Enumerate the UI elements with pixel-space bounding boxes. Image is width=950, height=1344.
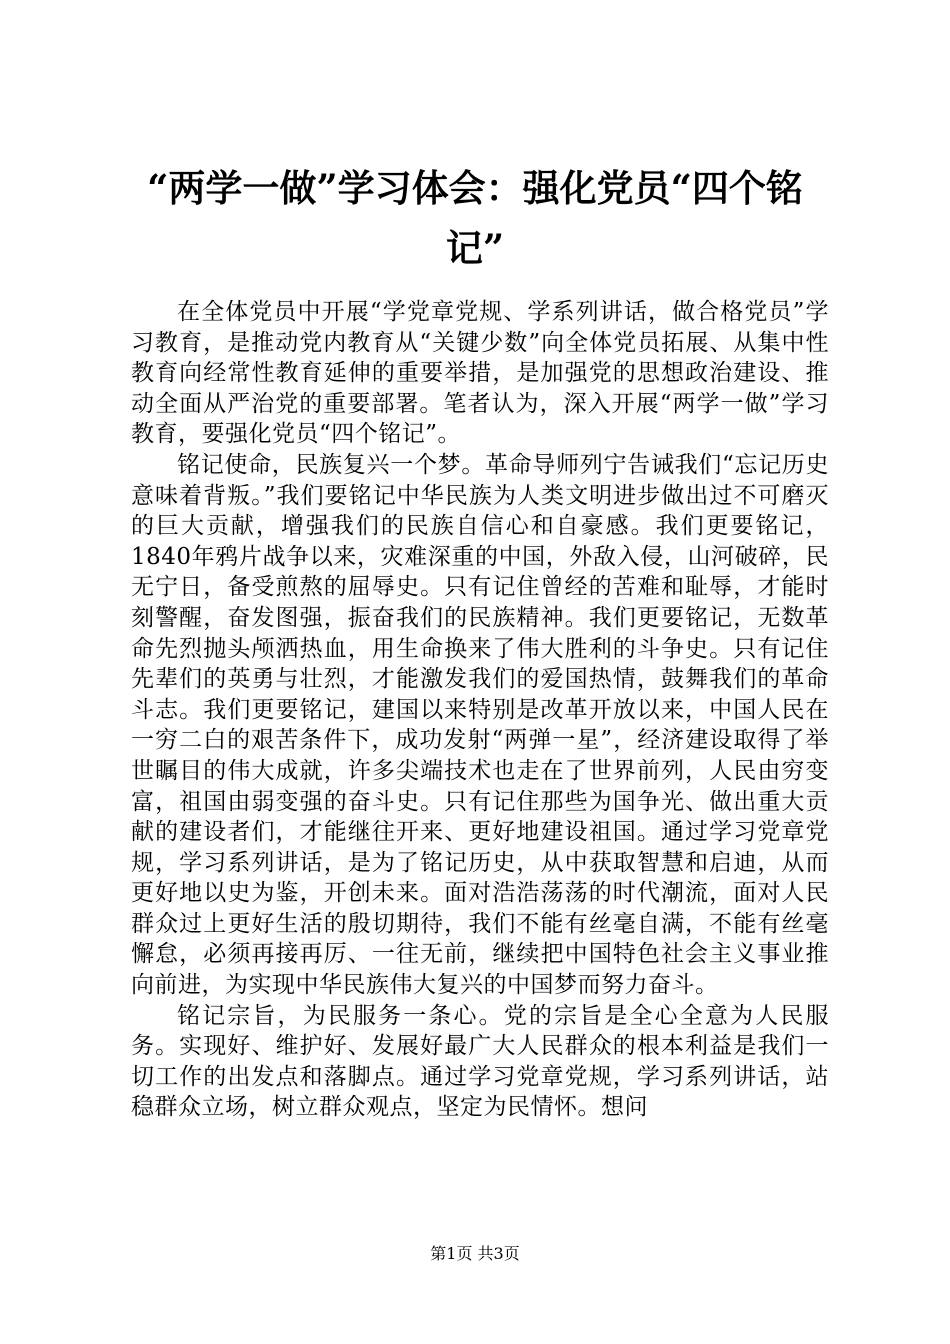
document-body [131,297,829,1123]
paragraph-intro: 在全体党员中开展“学党章党规、学系列讲话，做合格党员”学习教育，是推动党内教育从“关键少数”向全体党员拓展、从集中性教育向经常性教育延伸的重要举措，是加强党的思想政治建设、推动全面从严治党的重要部署。笔者认为，深入开展“两学一做”学习教育，要强化党员“四个铭记”。 [131,299,829,448]
page-footer: 第1页 共3页 [430,1244,520,1263]
paragraph-mission: 铭记使命，民族复兴一个梦。革命导师列宁告诫我们“忘记历史意味着背叛。”我们要铭记中华民族为人类文明进步做出过不可磨灭的巨大贡献，增强我们的民族自信心和自豪感。我们更要铭记，1840年鸦片战争以来，灾难深重的中国，外敌入侵，山河破碎，民无宁日，备受煎熬的屈辱史。只有记住曾经的苦难和耻辱，才能时刻警醒，奋发图强，振奋我们的民族精神。我们更要铭记，无数革命先烈抛头颅洒热血，用生命换来了伟大胜利的斗争史。只有记住先辈们的英勇与壮烈，才能激发我们的爱国热情，鼓舞我们的革命斗志。我们更要铭记，建国以来特别是改革开放以来，中国人民在一穷二白的艰苦条件下，成功发射“两弹一星”，经济建设取得了举世瞩目的伟大成就，许多尖端技术也走在了世界前列，人民由穷变富，祖国由弱变强的奋斗史。只有记住那些为国争光、做出重大贡献的建设者们，才能继往开来、更好地建设祖国。通过学习党章党规，学习系列讲话，是为了铭记历史，从中获取智慧和启迪，从而更好地以史为鉴，开创未来。面对浩浩荡荡的时代潮流，面对人民群众过上更好生活的殷切期待，我们不能有丝毫自满，不能有丝毫懈怠，必须再接再厉、一往无前，继续把中国特色社会主义事业推向前进，为实现中华民族伟大复兴的中国梦而努力奋斗。 [131,451,829,999]
paragraph-purpose: 铭记宗旨，为民服务一条心。党的宗旨是全心全意为人民服务。实现好、维护好、发展好最广大人民群众的根本利益是我们一切工作的出发点和落脚点。通过学习党章党规，学习系列讲话，站稳群众立场，树立群众观点，坚定为民情怀。想问 [131,1002,829,1121]
document-title: “两学一做”学习体会：强化党员“四个铭记” [147,166,803,270]
